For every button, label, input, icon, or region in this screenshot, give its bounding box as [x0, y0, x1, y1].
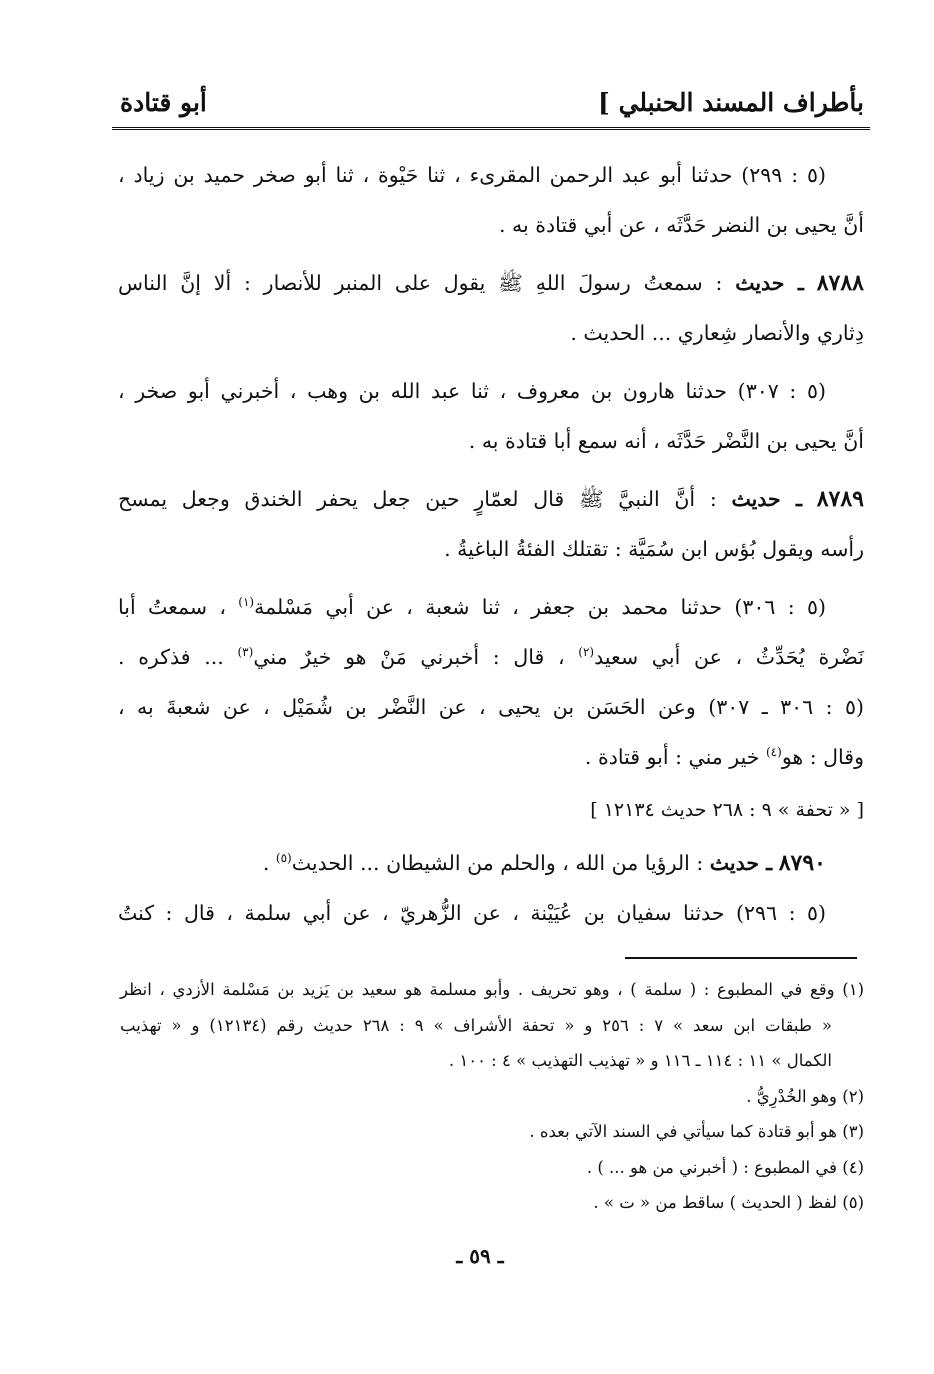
footnote-1-continued: الكمال » ١١ : ١١٤ ـ ١١٦ و « تهذيب التهذيب » ٤ : ١٠٠ . [448, 1051, 832, 1070]
tuhfa-reference: [ « تحفة » ٩ : ٢٦٨ حديث ١٢١٣٤ ] [590, 799, 864, 821]
text-segment: ، سمعتُ أبا [118, 595, 226, 619]
hadith-8790: ٨٧٩٠ ـ حديث : الرؤيا من الله ، والحلم من الشيطان ... الحديث$^{(٥)}$ . [262, 850, 826, 876]
footnote-marker[interactable]: (٢) [578, 645, 595, 660]
text-line: أنَّ يحيى بن النَّضْر حَدَّثَه ، أنه سمع أبا قتادة به . [468, 429, 864, 453]
header-rule [112, 127, 870, 130]
text-segment: نَضْرة يُحَدِّثُ ، عن أبي سعيد [594, 645, 864, 669]
footnote-4: (٤) في المطبوع : ( أخبرني من هو ... ) . [586, 1157, 864, 1177]
hadith-text: : الرؤيا من الله ، والحلم من الشيطان ... الحديث [291, 851, 704, 875]
footnote-3: (٣) هو أبو قتادة كما سيأتي في السند الآتي بعده . [529, 1122, 864, 1141]
footnote-2: (٢) وهو الخُدْرِيُّ . [746, 1086, 864, 1106]
text-line: (٥ : ٢٩٦) حدثنا سفيان بن عُيَيْنة ، عن الزُّهريّ ، عن أبي سلمة ، قال : كنتُ [118, 901, 826, 925]
hadith-label: ـ حديث [735, 271, 804, 295]
footnote-1-continued: « طبقات ابن سعد » ٧ : ٢٥٦ و « تحفة الأشراف » ٩ : ٢٦٨ حديث رقم (١٢١٣٤) و « تهذيب [120, 1015, 832, 1035]
hadith-text: : أنَّ النبيَّ ﷺ قال لعمّارٍ حين جعل يحفر الخندق وجعل يمسح [118, 487, 717, 511]
hadith-number: ٨٧٨٨ [816, 270, 864, 296]
book-title: بأطراف المسند الحنبلي ] [598, 88, 864, 117]
footnote-5: (٥) لفظ ( الحديث ) ساقط من « ت » . [593, 1193, 864, 1212]
hadith-number: ٨٧٩٠ [778, 850, 826, 876]
text-line: رأسه ويقول بُؤس ابن سُمَيَّة : تقتلك الفئةُ الباغيةُ . [444, 537, 864, 561]
text-segment: وقال : هو [781, 745, 864, 769]
footnotes [120, 972, 864, 1221]
text-line [118, 582, 864, 632]
running-header [120, 82, 864, 122]
text-line [118, 632, 864, 682]
footnote-marker[interactable]: (٥) [275, 851, 292, 866]
hadith-text: : سمعتُ رسولَ اللهِ ﷺ يقول على المنبر للأنصار : ألا إنَّ الناس [118, 271, 723, 295]
footnote-1: (١) وقع في المطبوع : ( سلمة ) ، وهو تحريف . وأبو مسلمة هو سعيد بن يَزيد بن مَسْلمة الأزدي ، انظر [120, 980, 864, 999]
text-line [118, 732, 864, 782]
text-segment: ، قال : أخبرني مَنْ هو خيرٌ مني [253, 645, 565, 669]
text-segment: (٥ : ٣٠٦) حدثنا محمد بن جعفر ، ثنا شعبة ، عن أبي مَسْلمة [254, 595, 826, 619]
text-line: (٥ : ٢٩٩) حدثنا أبو عبد الرحمن المقرىء ، ثنا حَيْوة ، ثنا أبو صخر حميد بن زياد ، [118, 163, 826, 187]
page-number: ـ ٥٩ ـ [456, 1244, 504, 1268]
text-segment: ... فذكره . [118, 645, 224, 669]
footnote-rule [625, 957, 857, 959]
text-line: أنَّ يحيى بن النضر حَدَّثَه ، عن أبي قتادة به . [498, 213, 864, 237]
hadith-number: ٨٧٨٩ [816, 486, 864, 512]
hadith-label: ـ حديث [709, 851, 773, 875]
hadith-8789 [118, 474, 864, 524]
text-line: (٥ : ٣٠٦ ـ ٣٠٧) وعن الحَسَن بن يحيى ، عن النَّضْر بن شُمَيْل ، عن شعبةَ به ، [118, 695, 864, 719]
footnote-marker[interactable]: (١) [238, 595, 255, 610]
footnote-marker[interactable]: (٣) [237, 645, 254, 660]
hadith-8788 [118, 258, 864, 308]
text-line: (٥ : ٣٠٧) حدثنا هارون بن معروف ، ثنا عبد الله بن وهب ، أخبرني أبو صخر ، [118, 379, 826, 403]
text-line: دِثاري والأنصار شِعاري ... الحديث . [570, 321, 864, 345]
text-segment: خير مني : أبو قتادة . [584, 745, 760, 769]
hadith-label: ـ حديث [731, 487, 803, 511]
footnote-marker[interactable]: (٤) [765, 745, 782, 760]
chapter-title: أبو قتادة [120, 88, 207, 117]
main-text [118, 150, 864, 938]
